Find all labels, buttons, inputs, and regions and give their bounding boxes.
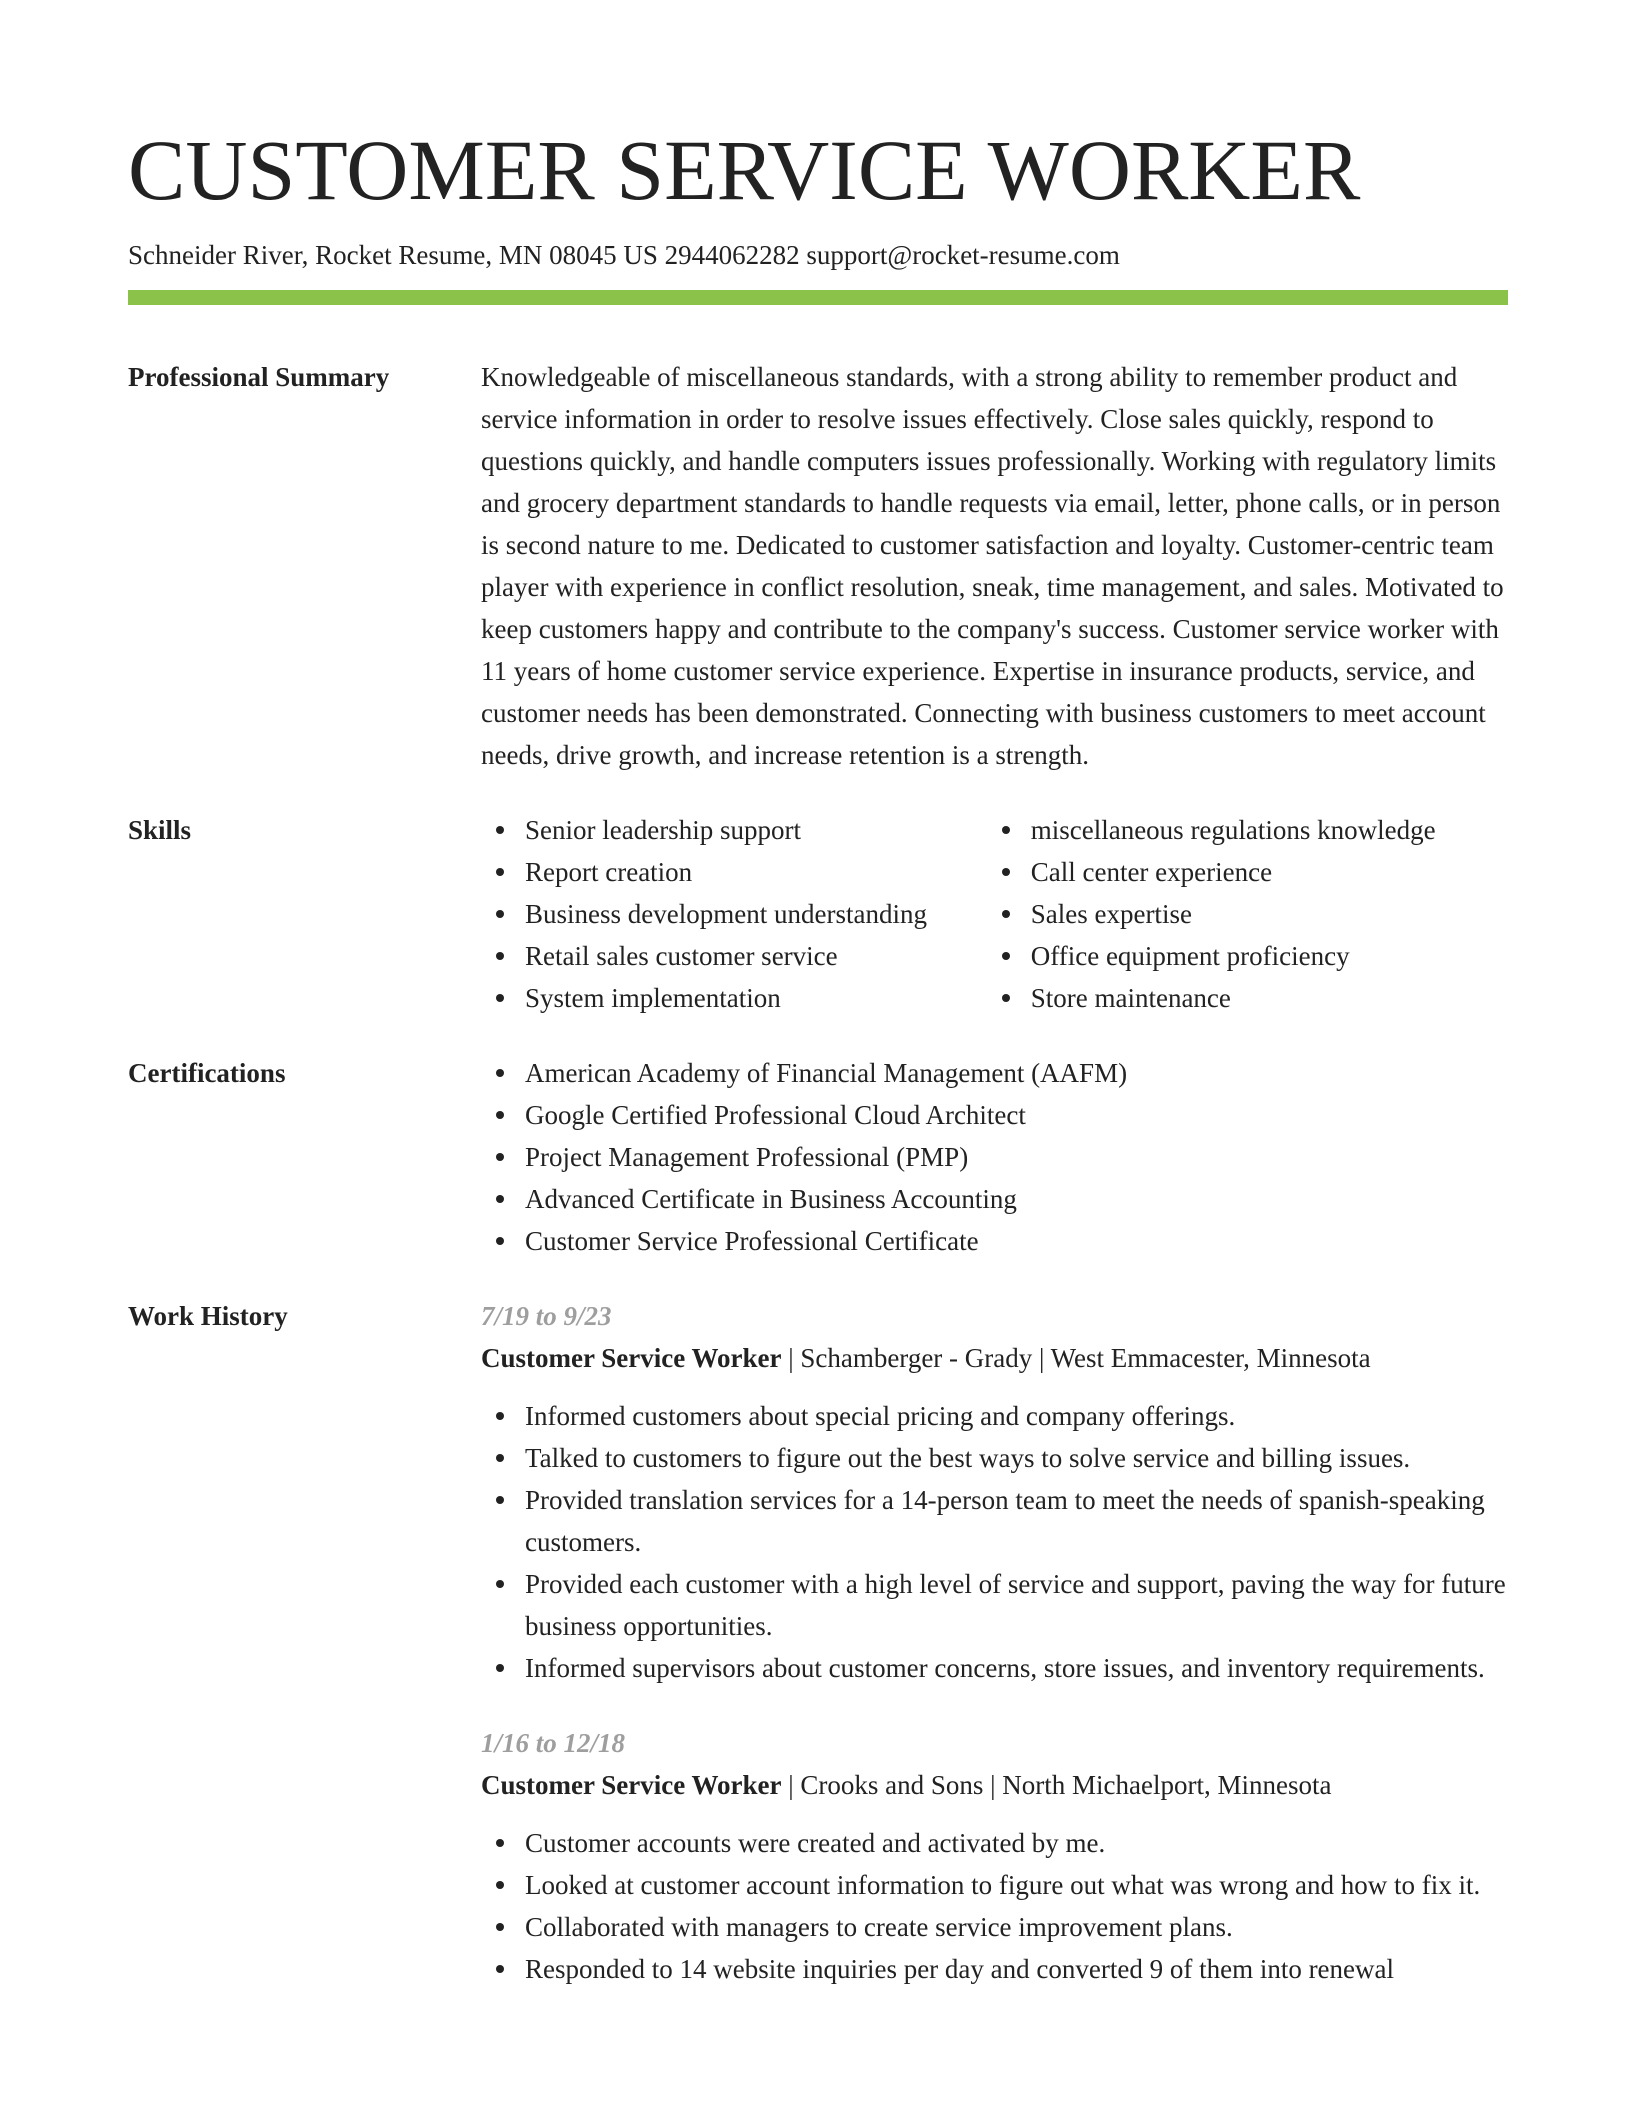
skills-section xyxy=(128,809,1508,1019)
skills-column-left xyxy=(481,809,987,1019)
job-duty: Provided each customer with a high level of service and support, paving the way for future business opportunities. xyxy=(525,1563,1508,1647)
skills-body xyxy=(481,809,1508,1019)
job-duty: Customer accounts were created and activated by me. xyxy=(525,1822,1508,1864)
work-history-section xyxy=(128,1295,1508,1990)
certifications-body xyxy=(481,1052,1508,1262)
resume-page xyxy=(128,0,1508,1990)
accent-divider xyxy=(128,290,1508,305)
job-duty: Informed supervisors about customer concerns, store issues, and inventory requirements. xyxy=(525,1647,1508,1689)
summary-heading: Professional Summary xyxy=(128,362,390,392)
work-history-heading: Work History xyxy=(128,1301,288,1331)
job-duty: Looked at customer account information to figure out what was wrong and how to fix it. xyxy=(525,1864,1508,1906)
job-dates: 1/16 to 12/18 xyxy=(481,1728,626,1758)
job-title: Customer Service Worker xyxy=(481,1770,782,1800)
skill-item: Store maintenance xyxy=(1031,977,1508,1019)
skill-item: Call center experience xyxy=(1031,851,1508,893)
job-duty: Informed customers about special pricing and company offerings. xyxy=(525,1395,1508,1437)
certification-item: Customer Service Professional Certificate xyxy=(525,1220,1508,1262)
job-heading xyxy=(481,1764,1508,1806)
skills-heading: Skills xyxy=(128,815,192,845)
skill-item: Report creation xyxy=(525,851,987,893)
job-title: Customer Service Worker xyxy=(481,1343,782,1373)
summary-text: Knowledgeable of miscellaneous standards, with a strong ability to remember product and service information in order to resolve issues effectively. Close sales quickly, respond to questions quickly, and handle computers issues professionally. Working with regulatory limits and grocery department standards to handle requests via email, letter, phone calls, or in person is second nature to me. Dedicated to customer satisfaction and loyalty. Customer-centric team player with experience in conflict resolution, sneak, time management, and sales. Motivated to keep customers happy and contribute to the company's success. Customer service worker with 11 years of home customer service experience. Expertise in insurance products, service, and customer needs has been demonstrated. Connecting with business customers to meet account needs, drive growth, and increase retention is a strength. xyxy=(481,362,1504,770)
skill-item: miscellaneous regulations knowledge xyxy=(1031,809,1508,851)
skills-column-right xyxy=(987,809,1508,1019)
certification-item: Project Management Professional (PMP) xyxy=(525,1136,1508,1178)
skill-item: Retail sales customer service xyxy=(525,935,987,977)
skill-item: Office equipment proficiency xyxy=(1031,935,1508,977)
job-duties-list xyxy=(481,1395,1508,1689)
job-entry xyxy=(481,1722,1508,1990)
job-duty: Provided translation services for a 14-person team to meet the needs of spanish-speaking customers. xyxy=(525,1479,1508,1563)
job-details: | Schamberger - Grady | West Emmacester, Minnesota xyxy=(781,1343,1371,1373)
certifications-list xyxy=(481,1052,1508,1262)
certifications-heading: Certifications xyxy=(128,1058,286,1088)
certification-item: Google Certified Professional Cloud Architect xyxy=(525,1094,1508,1136)
job-duty: Talked to customers to figure out the best ways to solve service and billing issues. xyxy=(525,1437,1508,1479)
skill-item: System implementation xyxy=(525,977,987,1019)
skill-item: Business development understanding xyxy=(525,893,987,935)
summary-body xyxy=(481,356,1508,776)
job-details: | Crooks and Sons | North Michaelport, Minnesota xyxy=(781,1770,1332,1800)
summary-section xyxy=(128,356,1508,776)
job-heading xyxy=(481,1337,1508,1379)
job-entry xyxy=(481,1295,1508,1689)
candidate-name: CUSTOMER SERVICE WORKER xyxy=(128,122,1361,218)
job-duty: Collaborated with managers to create service improvement plans. xyxy=(525,1906,1508,1948)
skill-item: Senior leadership support xyxy=(525,809,987,851)
certifications-section xyxy=(128,1052,1508,1262)
job-duty: Responded to 14 website inquiries per day and converted 9 of them into renewal xyxy=(525,1948,1508,1990)
job-duties-list xyxy=(481,1822,1508,1990)
certification-item: American Academy of Financial Management (AAFM) xyxy=(525,1052,1508,1094)
contact-info: Schneider River, Rocket Resume, MN 08045 US 2944062282 support@rocket-resume.com xyxy=(128,240,1120,270)
work-history-body xyxy=(481,1295,1508,1990)
job-dates: 7/19 to 9/23 xyxy=(481,1301,612,1331)
certification-item: Advanced Certificate in Business Accounting xyxy=(525,1178,1508,1220)
skill-item: Sales expertise xyxy=(1031,893,1508,935)
